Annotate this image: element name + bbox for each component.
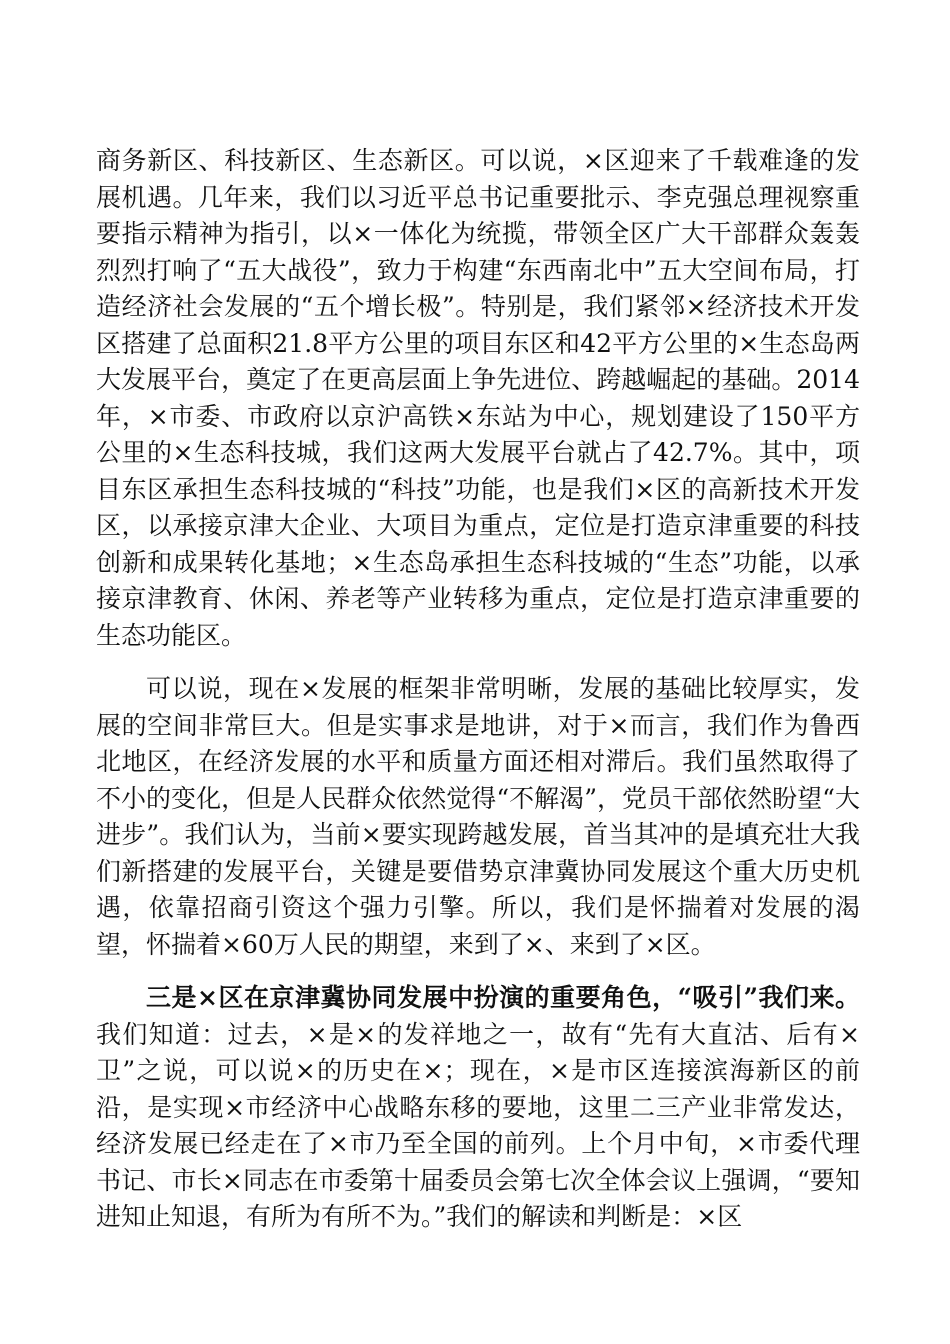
paragraph-1-text: 商务新区、科技新区、生态新区。可以说，×区迎来了千载难逢的发展机遇。几年来，我们以习近平总书记重要批示、李克强总理视察重要指示精神为指引，以×一体化为统揽，带领全区广大干部群众轰轰烈烈打响了“五大战役”，致力于构建“东西南北中”五大空间布局，打造经济社会发展的“五个增长极”。特别是，我们紧邻×经济技术开发区搭建了总面积21.8平方公里的项目东区和42平方公里的×生态岛两大发展平台，奠定了在更高层面上争先进位、跨越崛起的基础。2014年，×市委、市政府以京沪高铁×东站为中心，规划建设了150平方公里的×生态科技城，我们这两大发展平台就占了42.7%。其中，项目东区承担生态科技城的“科技”功能，也是我们×区的高新技术开发区，以承接京津大企业、大项目为重点，定位是打造京津重要的科技创新和成果转化基地；×生态岛承担生态科技城的“生态”功能，以承接京津教育、休闲、养老等产业转移为重点，定位是打造京津重要的生态功能区。 bbox=[96, 146, 860, 650]
paragraph-3-text: 我们知道：过去，×是×的发祥地之一，故有“先有大直沽、后有×卫”之说，可以说×的历史在×；现在，×是市区连接滨海新区的前沿，是实现×市经济中心战略东移的要地，这里二三产业非常发达，经济发展已经走在了×市乃至全国的前列。上个月中旬，×市委代理书记、市长×同志在市委第十届委员会第七次全体会议上强调，“要知进知止知退，有所为有所不为。”我们的解读和判断是：×区 bbox=[96, 1019, 860, 1231]
paragraph-1 bbox=[96, 143, 860, 654]
paragraph-2 bbox=[96, 671, 860, 963]
paragraph-3-lead: 三是×区在京津冀协同发展中扮演的重要角色，“吸引”我们来。 bbox=[146, 983, 860, 1012]
document-body bbox=[96, 143, 860, 1236]
paragraph-2-text: 可以说，现在×发展的框架非常明晰，发展的基础比较厚实，发展的空间非常巨大。但是实事求是地讲，对于×而言，我们作为鲁西北地区，在经济发展的水平和质量方面还相对滞后。我们虽然取得了不小的变化，但是人民群众依然觉得“不解渴”，党员干部依然盼望“大进步”。我们认为，当前×要实现跨越发展，首当其冲的是填充壮大我们新搭建的发展平台，关键是要借势京津冀协同发展这个重大历史机遇，依靠招商引资这个强力引擎。所以，我们是怀揣着对发展的渴望，怀揣着×60万人民的期望，来到了×、来到了×区。 bbox=[96, 674, 860, 959]
paragraph-3 bbox=[96, 980, 860, 1236]
